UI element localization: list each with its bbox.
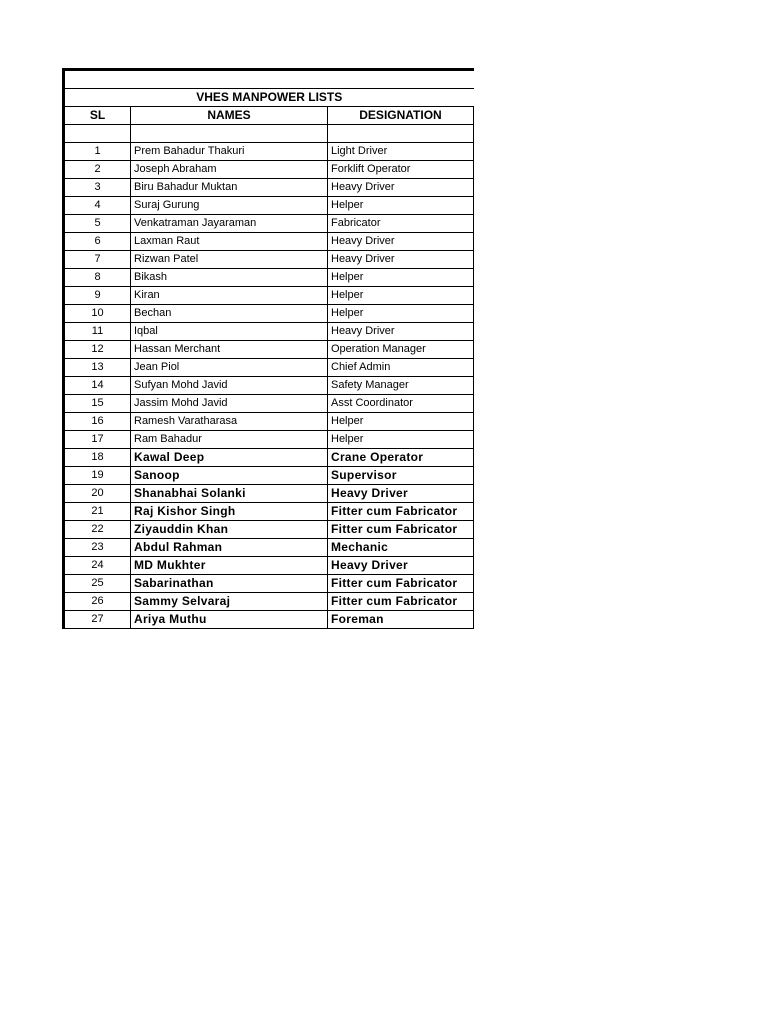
row-name: Kawal Deep xyxy=(131,449,328,467)
manpower-table xyxy=(62,68,474,629)
table-row xyxy=(64,539,474,557)
row-sl: 12 xyxy=(64,341,131,359)
manpower-sheet xyxy=(62,68,472,629)
row-designation: Fabricator xyxy=(328,215,474,233)
table-row xyxy=(64,215,474,233)
row-designation: Helper xyxy=(328,305,474,323)
row-sl: 19 xyxy=(64,467,131,485)
row-name: Bikash xyxy=(131,269,328,287)
row-name: MD Mukhter xyxy=(131,557,328,575)
row-sl: 3 xyxy=(64,179,131,197)
table-row xyxy=(64,269,474,287)
row-name: Jassim Mohd Javid xyxy=(131,395,328,413)
row-designation: Heavy Driver xyxy=(328,557,474,575)
row-sl: 13 xyxy=(64,359,131,377)
row-sl: 4 xyxy=(64,197,131,215)
row-name: Suraj Gurung xyxy=(131,197,328,215)
row-sl: 20 xyxy=(64,485,131,503)
header-row xyxy=(64,107,474,125)
row-sl: 1 xyxy=(64,143,131,161)
table-row xyxy=(64,395,474,413)
table-row xyxy=(64,449,474,467)
row-sl: 14 xyxy=(64,377,131,395)
row-sl: 24 xyxy=(64,557,131,575)
table-row xyxy=(64,503,474,521)
table-row xyxy=(64,575,474,593)
row-name: Raj Kishor Singh xyxy=(131,503,328,521)
row-name: Abdul Rahman xyxy=(131,539,328,557)
row-sl: 15 xyxy=(64,395,131,413)
row-designation: Light Driver xyxy=(328,143,474,161)
blank-cell xyxy=(328,125,474,143)
table-row xyxy=(64,431,474,449)
empty-top-cell xyxy=(64,70,474,89)
table-row xyxy=(64,413,474,431)
sheet-title: VHES MANPOWER LISTS xyxy=(64,89,474,107)
table-row xyxy=(64,197,474,215)
row-designation: Helper xyxy=(328,287,474,305)
row-sl: 26 xyxy=(64,593,131,611)
blank-cell xyxy=(131,125,328,143)
header-names: NAMES xyxy=(131,107,328,125)
row-designation: Heavy Driver xyxy=(328,233,474,251)
row-designation: Mechanic xyxy=(328,539,474,557)
table-row xyxy=(64,557,474,575)
row-name: Ramesh Varatharasa xyxy=(131,413,328,431)
table-row xyxy=(64,377,474,395)
row-sl: 22 xyxy=(64,521,131,539)
row-designation: Crane Operator xyxy=(328,449,474,467)
table-row xyxy=(64,467,474,485)
table-row xyxy=(64,233,474,251)
row-designation: Heavy Driver xyxy=(328,323,474,341)
row-designation: Heavy Driver xyxy=(328,485,474,503)
table-row xyxy=(64,287,474,305)
table-row xyxy=(64,305,474,323)
table-row xyxy=(64,323,474,341)
row-sl: 18 xyxy=(64,449,131,467)
row-designation: Safety Manager xyxy=(328,377,474,395)
row-designation: Fitter cum Fabricator xyxy=(328,521,474,539)
row-name: Bechan xyxy=(131,305,328,323)
row-name: Iqbal xyxy=(131,323,328,341)
blank-row xyxy=(64,125,474,143)
row-sl: 21 xyxy=(64,503,131,521)
row-designation: Fitter cum Fabricator xyxy=(328,503,474,521)
table-row xyxy=(64,593,474,611)
row-name: Sammy Selvaraj xyxy=(131,593,328,611)
row-designation: Foreman xyxy=(328,611,474,629)
title-row xyxy=(64,89,474,107)
table-row xyxy=(64,251,474,269)
blank-cell xyxy=(64,125,131,143)
row-sl: 5 xyxy=(64,215,131,233)
row-name: Sabarinathan xyxy=(131,575,328,593)
table-row xyxy=(64,161,474,179)
row-name: Sanoop xyxy=(131,467,328,485)
row-name: Jean Piol xyxy=(131,359,328,377)
row-designation: Fitter cum Fabricator xyxy=(328,593,474,611)
row-name: Sufyan Mohd Javid xyxy=(131,377,328,395)
row-sl: 6 xyxy=(64,233,131,251)
row-designation: Forklift Operator xyxy=(328,161,474,179)
row-sl: 9 xyxy=(64,287,131,305)
table-row xyxy=(64,341,474,359)
table-row xyxy=(64,485,474,503)
row-name: Ziyauddin Khan xyxy=(131,521,328,539)
row-sl: 17 xyxy=(64,431,131,449)
row-sl: 27 xyxy=(64,611,131,629)
row-name: Hassan Merchant xyxy=(131,341,328,359)
table-row xyxy=(64,143,474,161)
table-row xyxy=(64,179,474,197)
table-row xyxy=(64,359,474,377)
row-sl: 8 xyxy=(64,269,131,287)
row-name: Kiran xyxy=(131,287,328,305)
row-designation: Helper xyxy=(328,269,474,287)
row-sl: 25 xyxy=(64,575,131,593)
row-sl: 23 xyxy=(64,539,131,557)
row-name: Joseph Abraham xyxy=(131,161,328,179)
row-designation: Helper xyxy=(328,431,474,449)
header-designation: DESIGNATION xyxy=(328,107,474,125)
row-name: Ram Bahadur xyxy=(131,431,328,449)
top-border-row xyxy=(64,70,474,89)
row-designation: Helper xyxy=(328,413,474,431)
row-sl: 7 xyxy=(64,251,131,269)
row-name: Venkatraman Jayaraman xyxy=(131,215,328,233)
row-name: Ariya Muthu xyxy=(131,611,328,629)
row-name: Prem Bahadur Thakuri xyxy=(131,143,328,161)
row-name: Laxman Raut xyxy=(131,233,328,251)
row-sl: 16 xyxy=(64,413,131,431)
row-designation: Operation Manager xyxy=(328,341,474,359)
row-sl: 2 xyxy=(64,161,131,179)
row-designation: Supervisor xyxy=(328,467,474,485)
row-name: Shanabhai Solanki xyxy=(131,485,328,503)
row-name: Biru Bahadur Muktan xyxy=(131,179,328,197)
row-designation: Asst Coordinator xyxy=(328,395,474,413)
row-designation: Fitter cum Fabricator xyxy=(328,575,474,593)
row-designation: Heavy Driver xyxy=(328,251,474,269)
row-name: Rizwan Patel xyxy=(131,251,328,269)
header-sl: SL xyxy=(64,107,131,125)
row-designation: Chief Admin xyxy=(328,359,474,377)
row-sl: 10 xyxy=(64,305,131,323)
row-sl: 11 xyxy=(64,323,131,341)
table-row xyxy=(64,521,474,539)
table-row xyxy=(64,611,474,629)
row-designation: Helper xyxy=(328,197,474,215)
row-designation: Heavy Driver xyxy=(328,179,474,197)
